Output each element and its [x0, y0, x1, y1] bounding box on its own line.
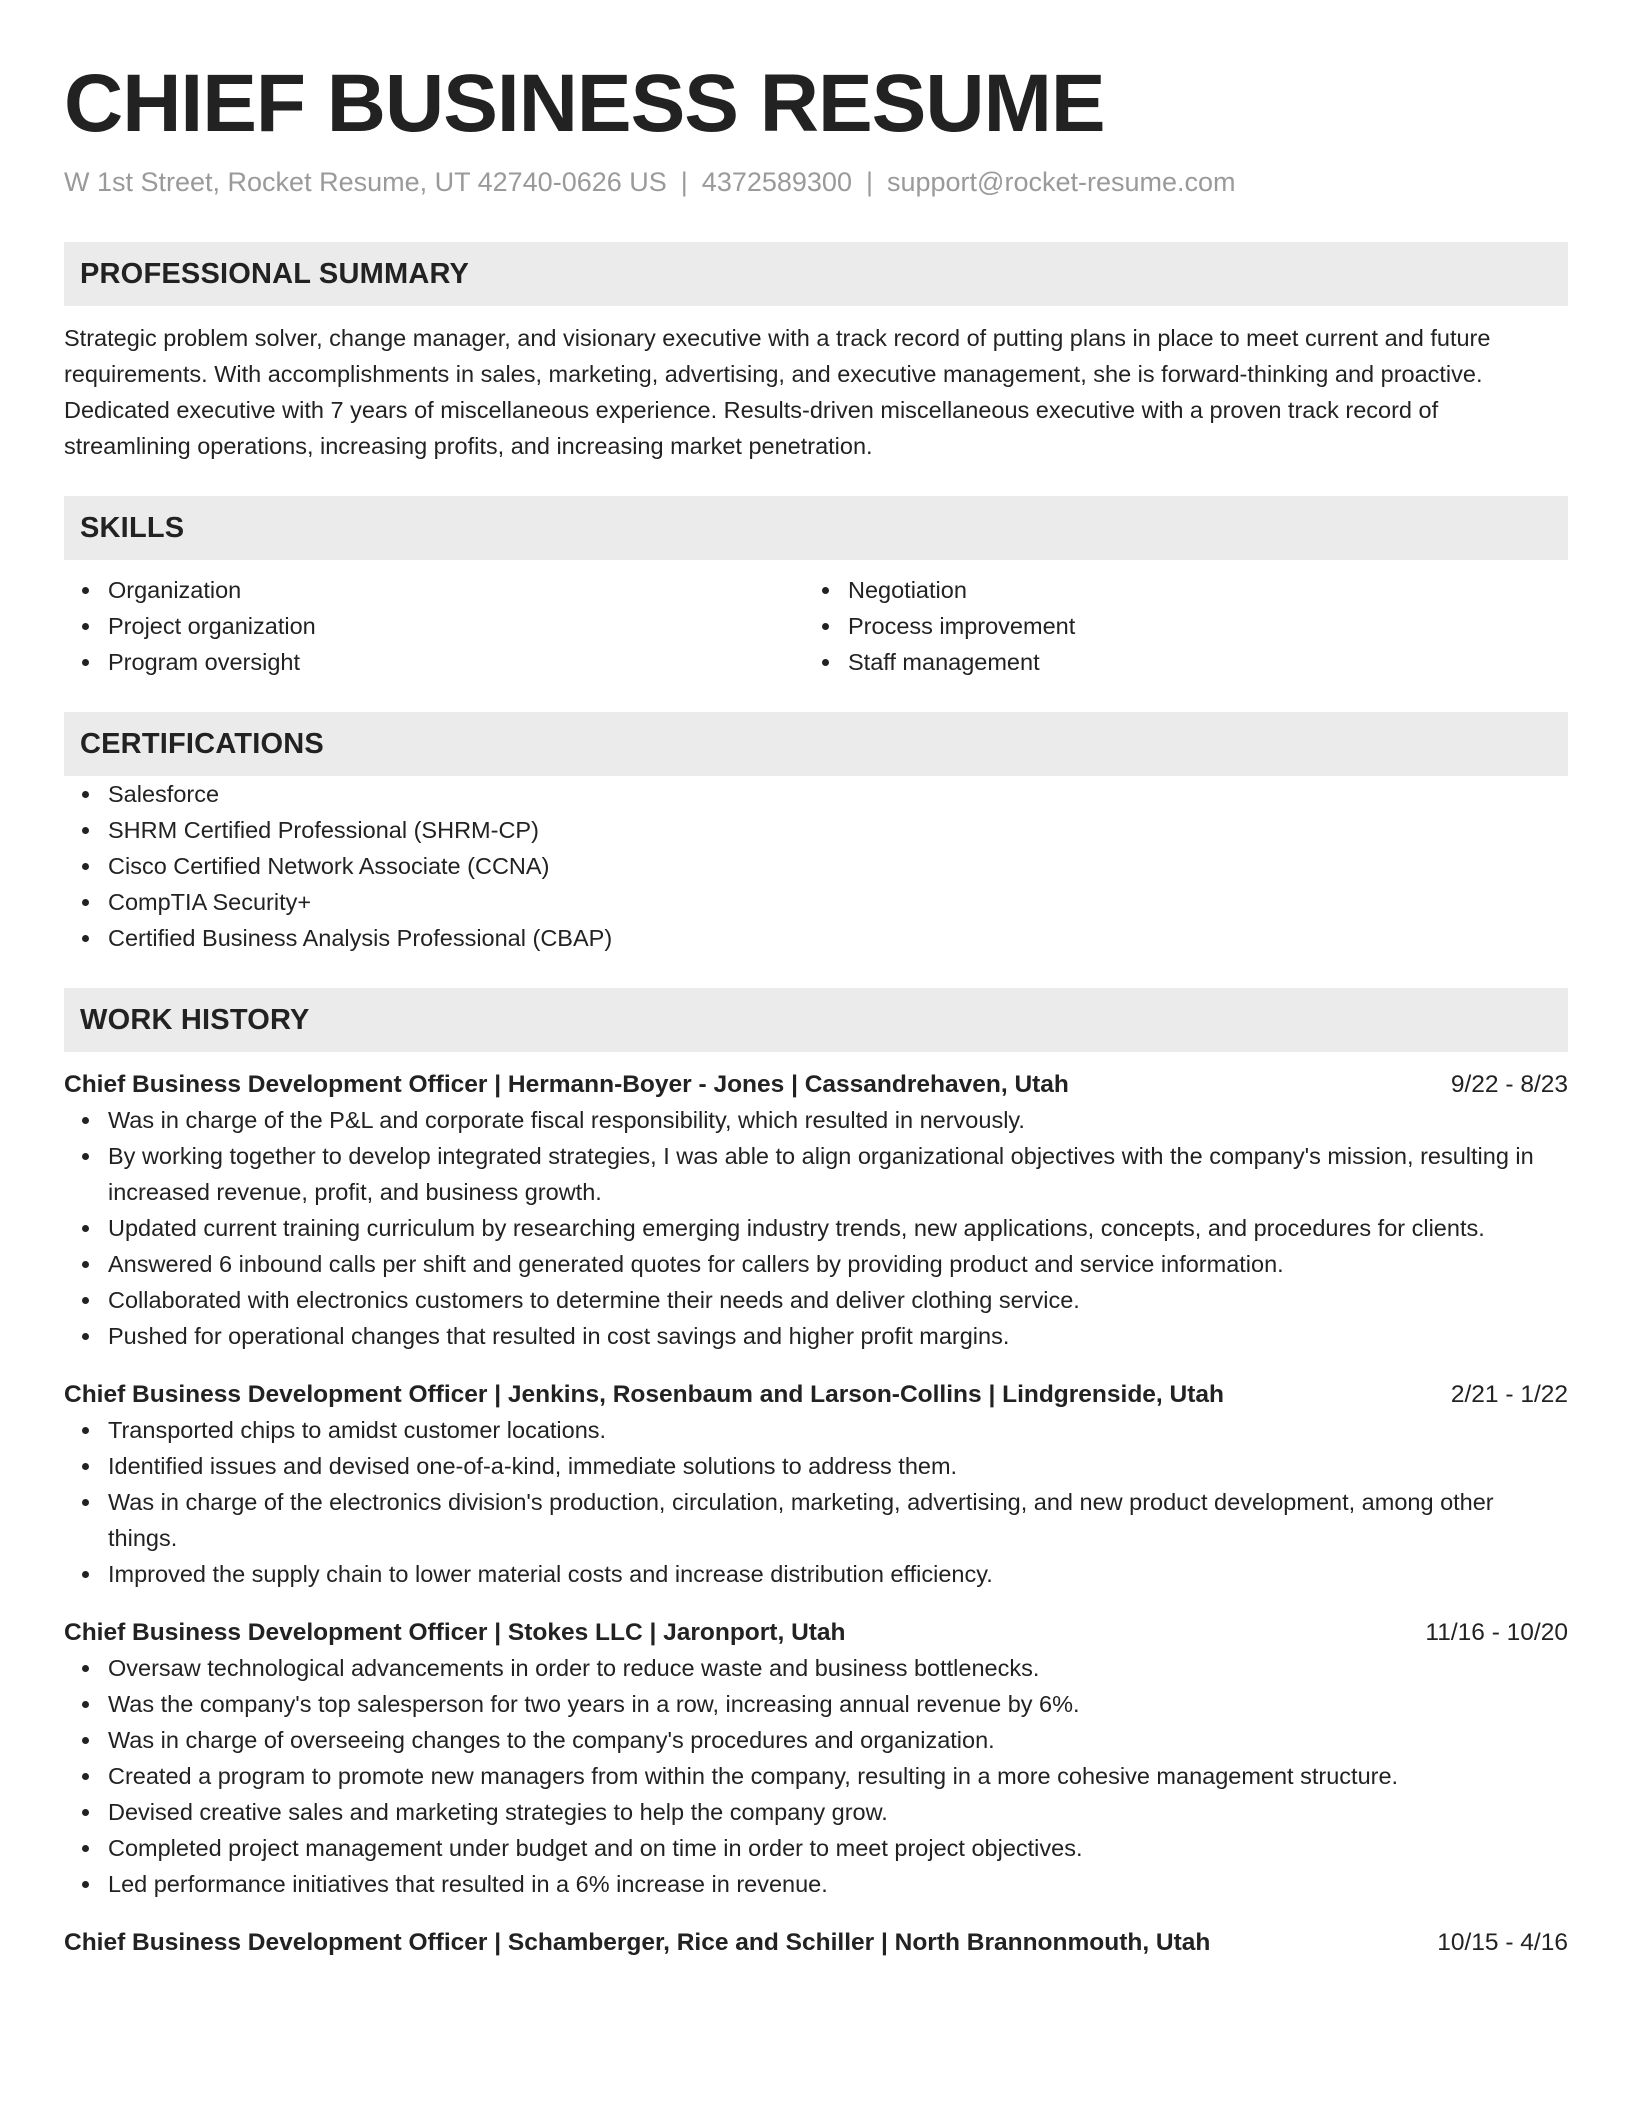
job-bullet: Was in charge of the P&L and corporate fiscal responsibility, which resulted in nervously. [64, 1102, 1568, 1138]
job-bullet: Collaborated with electronics customers to determine their needs and deliver clothing service. [64, 1282, 1568, 1318]
certifications-list [64, 776, 1568, 956]
job-entry [64, 1378, 1568, 1592]
skill-item: Staff management [804, 644, 1544, 680]
contact-separator: | [680, 167, 688, 197]
job-bullet: Was the company's top salesperson for two years in a row, increasing annual revenue by 6%. [64, 1686, 1568, 1722]
certification-item: SHRM Certified Professional (SHRM-CP) [64, 812, 1568, 848]
skills-list [64, 572, 1568, 680]
job-bullets [64, 1412, 1568, 1592]
job-bullets [64, 1650, 1568, 1902]
job-title: Chief Business Development Officer | Schamberger, Rice and Schiller | North Brannonmouth, Utah [64, 1929, 1211, 1956]
skill-item: Program oversight [64, 644, 804, 680]
contact-email: support@rocket-resume.com [886, 167, 1236, 197]
job-header [64, 1378, 1568, 1412]
section-heading-summary: PROFESSIONAL SUMMARY [64, 242, 1568, 306]
certification-item: CompTIA Security+ [64, 884, 1568, 920]
job-bullet: Updated current training curriculum by researching emerging industry trends, new applications, concepts, and procedures for clients. [64, 1210, 1568, 1246]
job-header [64, 1616, 1568, 1650]
job-bullet: Created a program to promote new managers from within the company, resulting in a more cohesive management structure. [64, 1758, 1568, 1794]
job-bullets [64, 1102, 1568, 1354]
skill-item: Organization [64, 572, 804, 608]
job-header [64, 1926, 1568, 1960]
summary-text: Strategic problem solver, change manager, and visionary executive with a track record of putting plans in place to meet current and future requirements. With accomplishments in sales, marketing, advertising, and executive management, she is forward-thinking and proactive. Dedicated executive with 7 years of miscellaneous experience. Results-driven miscellaneous executive with a proven track record of streamlining operations, increasing profits, and increasing market penetration. [64, 325, 1491, 459]
skill-item: Project organization [64, 608, 804, 644]
contact-address: W 1st Street, Rocket Resume, UT 42740-0626 US [64, 167, 667, 197]
skill-item: Process improvement [804, 608, 1544, 644]
job-bullet: Identified issues and devised one-of-a-kind, immediate solutions to address them. [64, 1448, 1568, 1484]
job-bullet: Devised creative sales and marketing strategies to help the company grow. [64, 1794, 1568, 1830]
job-bullet: Was in charge of overseeing changes to the company's procedures and organization. [64, 1722, 1568, 1758]
job-bullet: Oversaw technological advancements in order to reduce waste and business bottlenecks. [64, 1650, 1568, 1686]
skill-item: Negotiation [804, 572, 1544, 608]
job-title: Chief Business Development Officer | Hermann-Boyer - Jones | Cassandrehaven, Utah [64, 1071, 1069, 1098]
job-bullet: Led performance initiatives that resulted in a 6% increase in revenue. [64, 1866, 1568, 1902]
job-entry [64, 1926, 1568, 1960]
job-bullet: Answered 6 inbound calls per shift and generated quotes for callers by providing product and service information. [64, 1246, 1568, 1282]
job-bullet: Transported chips to amidst customer locations. [64, 1412, 1568, 1448]
job-title: Chief Business Development Officer | Jenkins, Rosenbaum and Larson-Collins | Lindgrenside, Utah [64, 1381, 1224, 1408]
certification-item: Cisco Certified Network Associate (CCNA) [64, 848, 1568, 884]
skills-column-left [64, 572, 804, 680]
contact-phone: 4372589300 [701, 167, 852, 197]
job-bullet: Completed project management under budget and on time in order to meet project objectives. [64, 1830, 1568, 1866]
resume-title: CHIEF BUSINESS RESUME [64, 58, 1105, 149]
certification-item: Salesforce [64, 776, 1568, 812]
job-dates: 11/16 - 10/20 [1425, 1619, 1568, 1646]
skills-column-right [804, 572, 1544, 680]
section-heading-skills: SKILLS [64, 496, 1568, 560]
contact-line [64, 164, 1568, 200]
job-bullet: Pushed for operational changes that resulted in cost savings and higher profit margins. [64, 1318, 1568, 1354]
job-dates: 2/21 - 1/22 [1450, 1381, 1568, 1408]
job-entry [64, 1616, 1568, 1902]
job-dates: 9/22 - 8/23 [1450, 1071, 1568, 1098]
job-bullet: By working together to develop integrated strategies, I was able to align organizational objectives with the company's mission, resulting in increased revenue, profit, and business growth. [64, 1138, 1568, 1210]
job-bullet: Improved the supply chain to lower material costs and increase distribution efficiency. [64, 1556, 1568, 1592]
contact-separator: | [865, 167, 873, 197]
certification-item: Certified Business Analysis Professional (CBAP) [64, 920, 1568, 956]
job-entry [64, 1068, 1568, 1354]
job-dates: 10/15 - 4/16 [1437, 1929, 1568, 1956]
section-heading-certifications: CERTIFICATIONS [64, 712, 1568, 776]
job-header [64, 1068, 1568, 1102]
section-heading-work-history: WORK HISTORY [64, 988, 1568, 1052]
job-bullet: Was in charge of the electronics division's production, circulation, marketing, advertising, and new product development, among other things. [64, 1484, 1568, 1556]
job-title: Chief Business Development Officer | Stokes LLC | Jaronport, Utah [64, 1619, 846, 1646]
